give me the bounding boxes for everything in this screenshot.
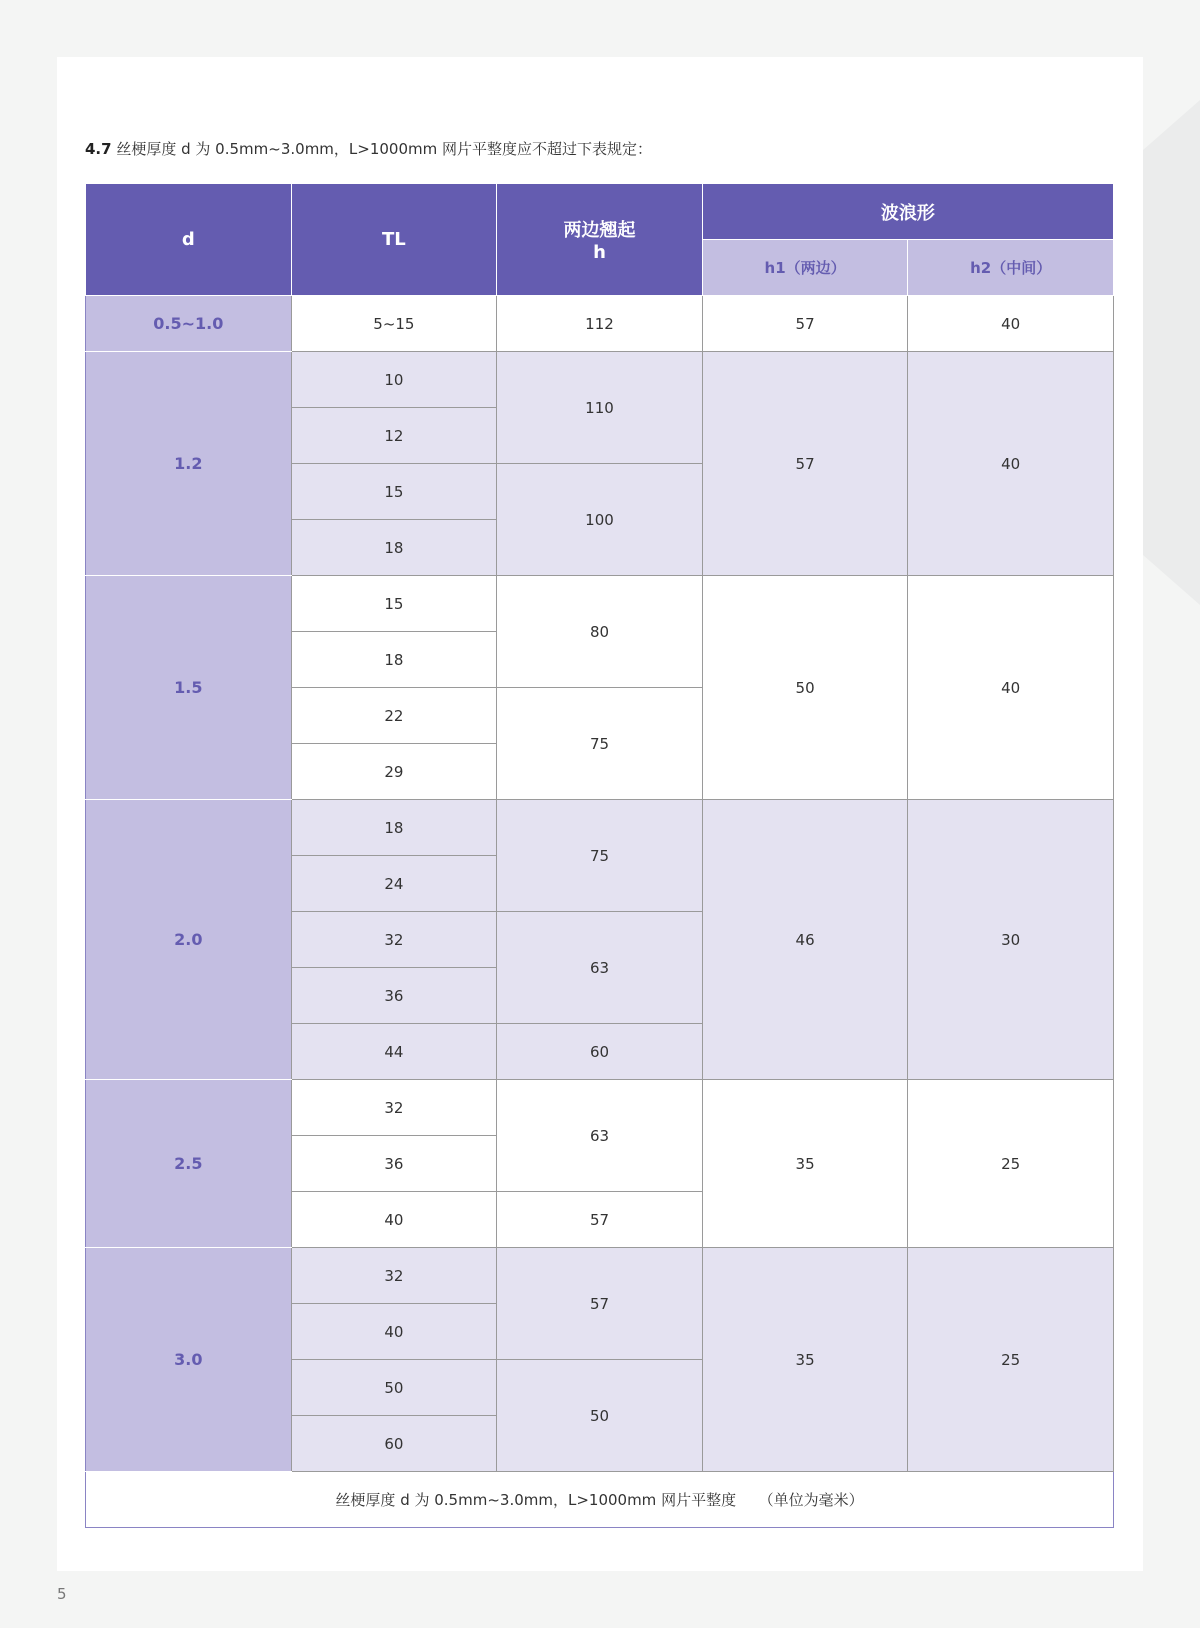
- cell-tl: 10: [291, 352, 497, 408]
- cell-tl: 18: [291, 632, 497, 688]
- cell-h: 80: [497, 576, 703, 688]
- header-tl: TL: [291, 184, 497, 296]
- cell-h: 50: [497, 1360, 703, 1472]
- cell-h: 112: [497, 296, 703, 352]
- cell-tl: 60: [291, 1416, 497, 1472]
- cell-tl: 32: [291, 1248, 497, 1304]
- header-h1: h1（两边）: [702, 240, 908, 296]
- intro-text: 丝梗厚度 d 为 0.5mm~3.0mm，L>1000mm 网片平整度应不超过下表规定：: [116, 140, 653, 158]
- cell-h1: 57: [702, 352, 908, 576]
- cell-tl: 24: [291, 856, 497, 912]
- cell-h2: 40: [908, 296, 1114, 352]
- header-h-line2: h: [593, 242, 606, 263]
- table-body: [86, 296, 1114, 1472]
- cell-h: 63: [497, 912, 703, 1024]
- cell-tl: 36: [291, 1136, 497, 1192]
- cell-h2: 40: [908, 352, 1114, 576]
- cell-tl: 32: [291, 912, 497, 968]
- cell-tl: 32: [291, 1080, 497, 1136]
- cell-tl: 40: [291, 1304, 497, 1360]
- cell-tl: 50: [291, 1360, 497, 1416]
- cell-h1: 46: [702, 800, 908, 1080]
- cell-h: 57: [497, 1248, 703, 1360]
- cell-d: 3.0: [86, 1248, 292, 1472]
- cell-tl: 12: [291, 408, 497, 464]
- cell-d: 2.5: [86, 1080, 292, 1248]
- cell-d: 2.0: [86, 800, 292, 1080]
- cell-tl: 29: [291, 744, 497, 800]
- section-number: 4.7: [85, 140, 112, 158]
- cell-tl: 5~15: [291, 296, 497, 352]
- cell-h2: 40: [908, 576, 1114, 800]
- cell-d: 0.5~1.0: [86, 296, 292, 352]
- cell-h1: 57: [702, 296, 908, 352]
- cell-h: 60: [497, 1024, 703, 1080]
- cell-tl: 15: [291, 464, 497, 520]
- table-row: [86, 576, 1114, 632]
- table-row: [86, 1248, 1114, 1304]
- header-d: d: [86, 184, 292, 296]
- table-row: [86, 352, 1114, 408]
- cell-h: 100: [497, 464, 703, 576]
- cell-h: 110: [497, 352, 703, 464]
- cell-h1: 35: [702, 1248, 908, 1472]
- table-row: [86, 296, 1114, 352]
- flatness-table: [85, 183, 1114, 1528]
- cell-tl: 18: [291, 520, 497, 576]
- header-wave: 波浪形: [702, 184, 1113, 240]
- cell-tl: 18: [291, 800, 497, 856]
- header-h2: h2（中间）: [908, 240, 1114, 296]
- cell-h1: 35: [702, 1080, 908, 1248]
- cell-d: 1.2: [86, 352, 292, 576]
- cell-tl: 22: [291, 688, 497, 744]
- cell-d: 1.5: [86, 576, 292, 800]
- cell-h2: 30: [908, 800, 1114, 1080]
- table-caption: 丝梗厚度 d 为 0.5mm~3.0mm，L>1000mm 网片平整度 （单位为毫米）: [86, 1472, 1114, 1528]
- decorative-shape: [1143, 100, 1200, 605]
- cell-tl: 36: [291, 968, 497, 1024]
- cell-tl: 44: [291, 1024, 497, 1080]
- cell-h1: 50: [702, 576, 908, 800]
- header-h-line1: 两边翘起: [563, 220, 636, 241]
- header-h: [497, 184, 703, 296]
- cell-h: 75: [497, 800, 703, 912]
- table-row: [86, 800, 1114, 856]
- cell-h: 57: [497, 1192, 703, 1248]
- cell-tl: 15: [291, 576, 497, 632]
- intro-paragraph: [85, 138, 652, 159]
- cell-tl: 40: [291, 1192, 497, 1248]
- cell-h: 63: [497, 1080, 703, 1192]
- cell-h: 75: [497, 688, 703, 800]
- cell-h2: 25: [908, 1080, 1114, 1248]
- page-number: 5: [57, 1585, 67, 1603]
- table-row: [86, 1080, 1114, 1136]
- cell-h2: 25: [908, 1248, 1114, 1472]
